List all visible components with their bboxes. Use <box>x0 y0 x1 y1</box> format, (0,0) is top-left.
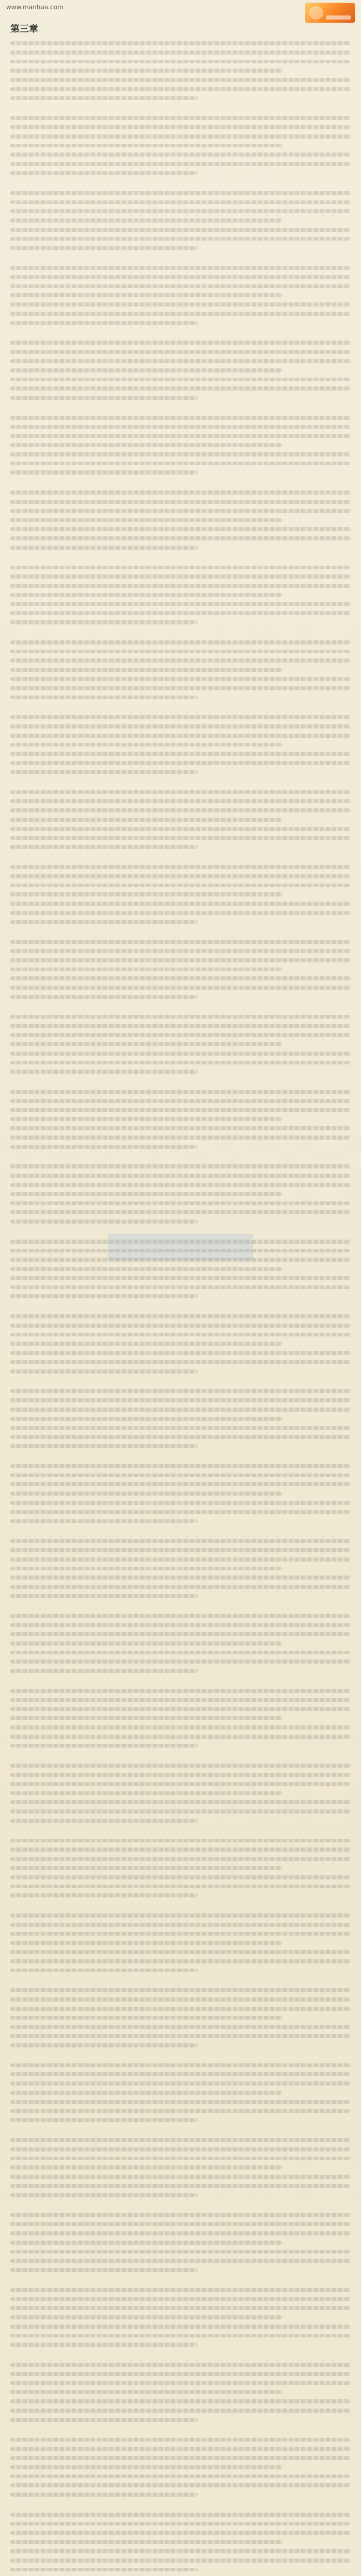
text-line <box>10 1435 351 1439</box>
text-line <box>10 1913 351 1918</box>
text-line <box>10 2222 351 2226</box>
text-line <box>10 1567 283 1571</box>
text-line <box>10 752 351 756</box>
text-line <box>10 2118 198 2122</box>
header-url[interactable]: www.manhua.com <box>6 4 63 11</box>
text-line <box>10 1324 351 1328</box>
paragraph-gap <box>10 929 351 935</box>
paragraph-gap <box>10 1603 351 1609</box>
text-line <box>10 1866 283 1870</box>
text-line <box>10 41 351 45</box>
text-line <box>10 386 351 391</box>
text-line <box>10 1885 351 1889</box>
text-line <box>10 237 351 241</box>
text-line <box>10 546 198 550</box>
text-line <box>10 1117 283 1121</box>
text-line <box>10 2475 351 2479</box>
text-line <box>10 574 351 579</box>
text-line <box>10 69 283 73</box>
paragraph-gap <box>10 555 351 561</box>
text-line <box>10 443 283 447</box>
text-line <box>10 2007 351 2011</box>
paragraph-gap <box>10 1453 351 1459</box>
text-line <box>10 1174 351 1178</box>
text-line <box>10 2334 351 2338</box>
text-line <box>10 602 351 606</box>
paragraph-gap <box>10 2127 351 2133</box>
text-line <box>10 1791 283 1795</box>
text-line <box>10 527 351 531</box>
paragraph-gap <box>10 2053 351 2058</box>
paragraph-gap <box>10 1154 351 1160</box>
text-line <box>10 2072 351 2076</box>
text-line <box>10 2091 283 2095</box>
text-line <box>10 2447 351 2451</box>
text-line <box>10 1201 351 1206</box>
content-lines <box>10 41 351 2576</box>
text-line <box>10 87 351 91</box>
text-line <box>10 1061 351 1065</box>
text-line <box>10 518 283 522</box>
text-line <box>10 350 351 354</box>
text-line <box>10 1360 351 1364</box>
text-line <box>10 2184 351 2188</box>
text-line <box>10 686 351 690</box>
text-line <box>10 1839 351 1843</box>
text-line <box>10 1744 198 1748</box>
text-line <box>10 1136 351 1140</box>
text-line <box>10 425 351 429</box>
text-line <box>10 611 351 615</box>
text-line <box>10 1090 351 1094</box>
text-line <box>10 1219 198 1224</box>
text-line <box>10 1557 351 1562</box>
text-line <box>10 2193 198 2197</box>
text-line <box>10 976 351 980</box>
text-line <box>10 1210 351 1214</box>
text-line <box>10 1444 198 1448</box>
paragraph-gap <box>10 1678 351 1684</box>
text-line <box>10 2363 351 2367</box>
text-line <box>10 874 351 878</box>
text-line <box>10 368 283 372</box>
text-line <box>10 1108 351 1112</box>
text-line <box>10 2250 351 2254</box>
text-line <box>10 650 351 654</box>
watermark-text <box>326 15 351 20</box>
text-line <box>10 949 351 953</box>
paragraph-gap <box>10 330 351 336</box>
paragraph-gap <box>10 255 351 261</box>
text-line <box>10 284 351 289</box>
paragraph-gap <box>10 1528 351 1534</box>
text-line <box>10 1464 351 1468</box>
text-line <box>10 884 351 888</box>
text-line <box>10 60 351 64</box>
text-line <box>10 275 351 279</box>
text-line <box>10 1941 283 1945</box>
text-line <box>10 416 351 420</box>
text-line <box>10 2109 351 2113</box>
paragraph-gap <box>10 704 351 710</box>
text-line <box>10 1501 351 1505</box>
text-line <box>10 1351 351 1355</box>
paragraph-gap <box>10 1903 351 1908</box>
text-line <box>10 1369 198 1374</box>
text-line <box>10 1819 198 1823</box>
text-line <box>10 1950 351 1954</box>
text-line <box>10 1099 351 1103</box>
text-line <box>10 200 351 205</box>
text-line <box>10 677 351 681</box>
text-line <box>10 1015 351 1019</box>
header-line <box>6 3 355 23</box>
text-line <box>10 191 351 195</box>
text-line <box>10 845 198 849</box>
text-line <box>10 808 351 812</box>
text-line <box>10 434 351 438</box>
text-line <box>10 2568 198 2572</box>
text-line <box>10 1698 351 1702</box>
text-line <box>10 940 351 944</box>
text-line <box>10 1857 351 1861</box>
text-line <box>10 2043 198 2047</box>
text-line <box>10 1969 198 1973</box>
text-line <box>10 1659 351 1664</box>
text-line <box>10 1519 198 1523</box>
text-line <box>10 1492 283 1496</box>
text-line <box>10 1052 351 1056</box>
text-line <box>10 509 351 513</box>
text-line <box>10 1725 351 1730</box>
text-line <box>10 902 351 906</box>
text-line <box>10 312 351 316</box>
paragraph-gap <box>10 480 351 485</box>
text-line <box>10 2418 198 2422</box>
text-line <box>10 2288 351 2292</box>
text-line <box>10 995 198 999</box>
text-line <box>10 321 198 325</box>
text-line <box>10 2540 283 2544</box>
text-line <box>10 2549 351 2553</box>
text-line <box>10 1426 351 1430</box>
text-line <box>10 968 283 972</box>
text-line <box>10 1669 198 1673</box>
text-line <box>10 640 351 645</box>
text-line <box>10 1183 351 1187</box>
text-line <box>10 584 351 588</box>
text-line <box>10 620 198 624</box>
text-line <box>10 799 351 803</box>
text-line <box>10 2016 283 2020</box>
text-line <box>10 1398 351 1402</box>
text-line <box>10 470 198 474</box>
text-line <box>10 593 283 597</box>
text-line <box>10 96 198 100</box>
text-line <box>10 162 351 166</box>
text-line <box>10 1782 351 1786</box>
text-line <box>10 1707 351 1711</box>
text-line <box>10 865 351 869</box>
text-line <box>10 658 351 663</box>
text-line <box>10 1333 351 1337</box>
text-line <box>10 1267 283 1271</box>
text-line <box>10 2175 351 2179</box>
text-line <box>10 2522 351 2526</box>
text-line <box>10 1276 351 1280</box>
text-line <box>10 2343 198 2347</box>
paragraph-gap <box>10 1977 351 1983</box>
text-line <box>10 1249 351 1253</box>
text-line <box>10 2390 283 2394</box>
text-line <box>10 2259 351 2263</box>
text-line <box>10 2213 351 2217</box>
text-line <box>10 2531 351 2535</box>
text-line <box>10 396 198 400</box>
paragraph-gap <box>10 1004 351 1010</box>
paragraph-gap <box>10 2277 351 2283</box>
paragraph-gap <box>10 2502 351 2507</box>
text-line <box>10 1923 351 1927</box>
text-line <box>10 724 351 728</box>
text-line <box>10 2231 351 2235</box>
text-line <box>10 2165 283 2170</box>
text-line <box>10 1285 351 1290</box>
text-line <box>10 144 283 148</box>
text-line <box>10 1417 283 1421</box>
text-line <box>10 818 283 822</box>
text-line <box>10 2306 351 2310</box>
paragraph-gap <box>10 1229 351 1234</box>
text-line <box>10 1408 351 1412</box>
text-line <box>10 827 351 831</box>
text-line <box>10 378 351 382</box>
text-line <box>10 1773 351 1777</box>
text-line <box>10 490 351 495</box>
text-line <box>10 1126 351 1130</box>
text-line <box>10 2081 351 2086</box>
text-line <box>10 1042 283 1046</box>
text-line <box>10 246 198 250</box>
paragraph-gap <box>10 630 351 635</box>
paragraph-gap <box>10 854 351 860</box>
text-line <box>10 2268 198 2272</box>
text-line <box>10 209 351 213</box>
text-line <box>10 2241 283 2245</box>
text-line <box>10 452 351 456</box>
text-line <box>10 2297 351 2301</box>
text-line <box>10 228 351 232</box>
text-line <box>10 2493 198 2497</box>
text-line <box>10 116 351 120</box>
text-line <box>10 359 351 363</box>
text-line <box>10 1482 351 1486</box>
text-line <box>10 1164 351 1168</box>
text-line <box>10 1614 351 1618</box>
text-line <box>10 2325 351 2329</box>
text-line <box>10 2465 283 2469</box>
text-line <box>10 696 198 700</box>
text-line <box>10 1623 351 1627</box>
text-line <box>10 715 351 719</box>
text-line <box>10 50 351 55</box>
text-line <box>10 2372 351 2376</box>
text-line <box>10 1594 198 1598</box>
paragraph-gap <box>10 2427 351 2433</box>
text-line <box>10 2513 351 2517</box>
text-line <box>10 171 198 175</box>
text-line <box>10 2438 351 2442</box>
paragraph-gap <box>10 1828 351 1834</box>
paragraph-gap <box>10 779 351 785</box>
text-line <box>10 668 283 672</box>
paragraph-gap <box>10 1079 351 1084</box>
text-line <box>10 986 351 990</box>
text-line <box>10 1585 351 1589</box>
text-line <box>10 1764 351 1768</box>
chapter-title: 第三章 <box>10 24 38 35</box>
text-line <box>10 152 351 157</box>
text-line <box>10 770 198 774</box>
text-line <box>10 1848 351 1852</box>
text-line <box>10 1033 351 1037</box>
text-line <box>10 1389 351 1393</box>
text-line <box>10 1145 198 1149</box>
text-line <box>10 266 351 270</box>
text-line <box>10 1342 283 1346</box>
text-line <box>10 2138 351 2142</box>
text-line <box>10 293 283 297</box>
text-line <box>10 958 351 962</box>
text-line <box>10 1548 351 1552</box>
text-line <box>10 1294 198 1298</box>
text-line <box>10 1192 283 1196</box>
text-line <box>10 1258 351 1262</box>
text-line <box>10 1641 283 1646</box>
text-line <box>10 2063 351 2067</box>
text-line <box>10 2315 283 2319</box>
text-line <box>10 1632 351 1636</box>
paragraph-gap <box>10 1753 351 1758</box>
text-line <box>10 462 351 466</box>
text-line <box>10 1651 351 1655</box>
text-line <box>10 761 351 765</box>
text-line <box>10 1997 351 2002</box>
text-line <box>10 1809 351 1814</box>
text-line <box>10 743 283 747</box>
text-line <box>10 734 351 738</box>
text-line <box>10 1539 351 1543</box>
text-line <box>10 1473 351 1478</box>
text-line <box>10 1689 351 1693</box>
text-line <box>10 1575 351 1580</box>
text-line <box>10 836 351 840</box>
text-line <box>10 341 351 345</box>
text-line <box>10 2381 351 2385</box>
text-line <box>10 1070 198 1074</box>
paragraph-gap <box>10 1303 351 1309</box>
text-line <box>10 218 283 223</box>
text-line <box>10 1959 351 1963</box>
paragraph-gap <box>10 105 351 111</box>
text-line <box>10 1314 351 1318</box>
text-line <box>10 2157 351 2161</box>
paragraph-gap <box>10 405 351 411</box>
text-line <box>10 1510 351 1514</box>
text-line <box>10 911 351 915</box>
text-line <box>10 2025 351 2029</box>
text-line <box>10 2483 351 2487</box>
text-line <box>10 2399 351 2403</box>
paragraph-gap <box>10 2352 351 2358</box>
text-line <box>10 78 351 82</box>
text-line <box>10 1024 351 1028</box>
text-line <box>10 2409 351 2413</box>
text-line <box>10 1932 351 1936</box>
text-line <box>10 2100 351 2104</box>
text-line <box>10 134 351 139</box>
watermark-logo <box>305 3 355 23</box>
text-line <box>10 1735 351 1739</box>
text-line <box>10 536 351 540</box>
text-line <box>10 566 351 570</box>
text-line <box>10 1716 283 1720</box>
text-line <box>10 2147 351 2151</box>
text-line <box>10 2456 351 2460</box>
paragraph-gap <box>10 2202 351 2208</box>
text-line <box>10 920 198 924</box>
text-line <box>10 892 283 896</box>
text-line <box>10 1240 351 1244</box>
text-line <box>10 1875 351 1879</box>
text-line <box>10 1893 198 1897</box>
text-line <box>10 1988 351 1992</box>
text-line <box>10 2558 351 2563</box>
text-line <box>10 2034 351 2038</box>
text-line <box>10 1800 351 1804</box>
text-line <box>10 125 351 129</box>
text-line <box>10 500 351 504</box>
paragraph-gap <box>10 1379 351 1384</box>
paragraph-gap <box>10 180 351 186</box>
text-line <box>10 790 351 794</box>
text-line <box>10 302 351 307</box>
